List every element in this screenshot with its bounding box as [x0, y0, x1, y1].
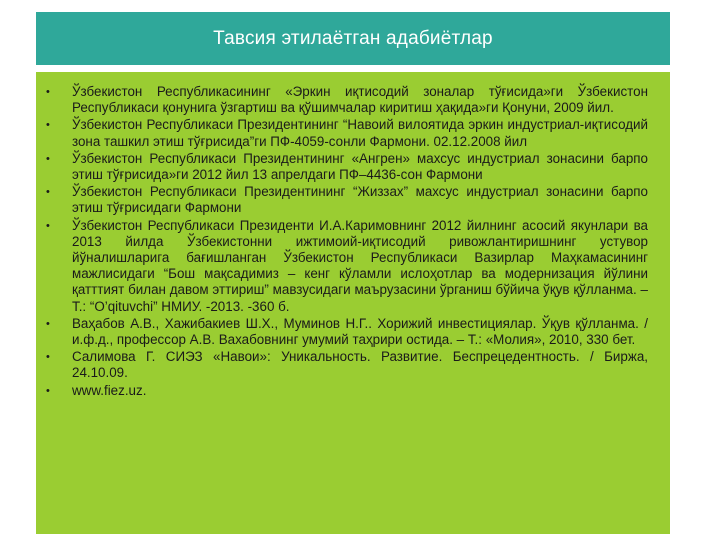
reference-text: Ўзбекистон Республикасининг «Эркин иқтисодий зоналар тўғисида»ги Ўзбекистон Республикаси қонунига ўзгартиш ва қўшимчалар киритиш ҳақида»ги Қонуни, 2009 йил.: [72, 84, 648, 116]
bullet-icon: •: [46, 86, 50, 98]
bullet-icon: •: [46, 186, 50, 199]
reference-item: [46, 184, 648, 216]
bullet-icon: •: [46, 119, 50, 132]
reference-text: Ўзбекистон Республикаси Президентининг «Ангрен» махсус индустриал зонасини барпо этиш тўғрисида»ги 2012 йил 13 апрелдаги ПФ–4436-сон Фармони: [72, 150, 648, 183]
bullet-icon: •: [46, 317, 50, 330]
reference-text: Ўзбекистон Республикаси Президентининг “Жиззах” махсус индустриал зонасини барпо этиш тўғрисидаги Фармони: [72, 184, 648, 216]
reference-link[interactable]: www.fiez.uz.: [72, 382, 147, 398]
reference-item: [46, 316, 648, 348]
bullet-icon: •: [46, 152, 50, 165]
reference-text: Ўзбекистон Республикаси Президенти И.А.Каримовнинг 2012 йилнинг асосий якунлари ва 2013 йилда Ўзбекистонни ижтимоий-иқтисодий ривожлантиришнинг устувор йўналишларига бағишланган Ўзбекистон Республикаси Вазирлар Маҳкамасининг мажлисидаги “Бош мақсадимиз – кенг кўламли ислоҳотлар ва модернизация йўлини қатттият билан давом эттириш” мавзусидаги маърузасини ўрганиш бўйича ўқув қўлланма. –Т.: “O’qituvchi” НМИУ. -2013. -360 б.: [72, 217, 648, 314]
reference-item: [46, 383, 648, 399]
reference-item: [46, 117, 648, 149]
reference-text: Ўзбекистон Республикаси Президентининг “Навоий вилоятида эркин индустриал-иқтисодий зона ташкил этиш тўғрисида”ги ПФ-4059-сонли Фармони. 02.12.2008 йил: [72, 117, 648, 149]
reference-text: Салимова Г. СИЭЗ «Навои»: Уникальность. Развитие. Беспрецедентность. / Биржа, 24.10.09.: [72, 349, 648, 381]
bullet-icon: •: [46, 384, 50, 397]
reference-text: Ваҳабов А.В., Хажибакиев Ш.Х., Муминов Н.Г.. Хорижий инвестициялар. Ўқув қўлланма. / и.ф.д., профессор А.В. Вахабовнинг умумий таҳрири остида. – Т.: «Молия», 2010, 330 бет.: [72, 315, 648, 348]
reference-item: [46, 218, 648, 315]
references-panel: [36, 72, 670, 534]
reference-list: [46, 84, 648, 399]
bullet-icon: •: [46, 219, 50, 232]
reference-item: [46, 84, 648, 116]
slide-title-bar: [36, 12, 670, 65]
reference-item: [46, 349, 648, 381]
reference-item: [46, 151, 648, 183]
slide-title: Тавсия этилаётган адабиётлар: [213, 27, 493, 49]
bullet-icon: •: [46, 351, 50, 364]
